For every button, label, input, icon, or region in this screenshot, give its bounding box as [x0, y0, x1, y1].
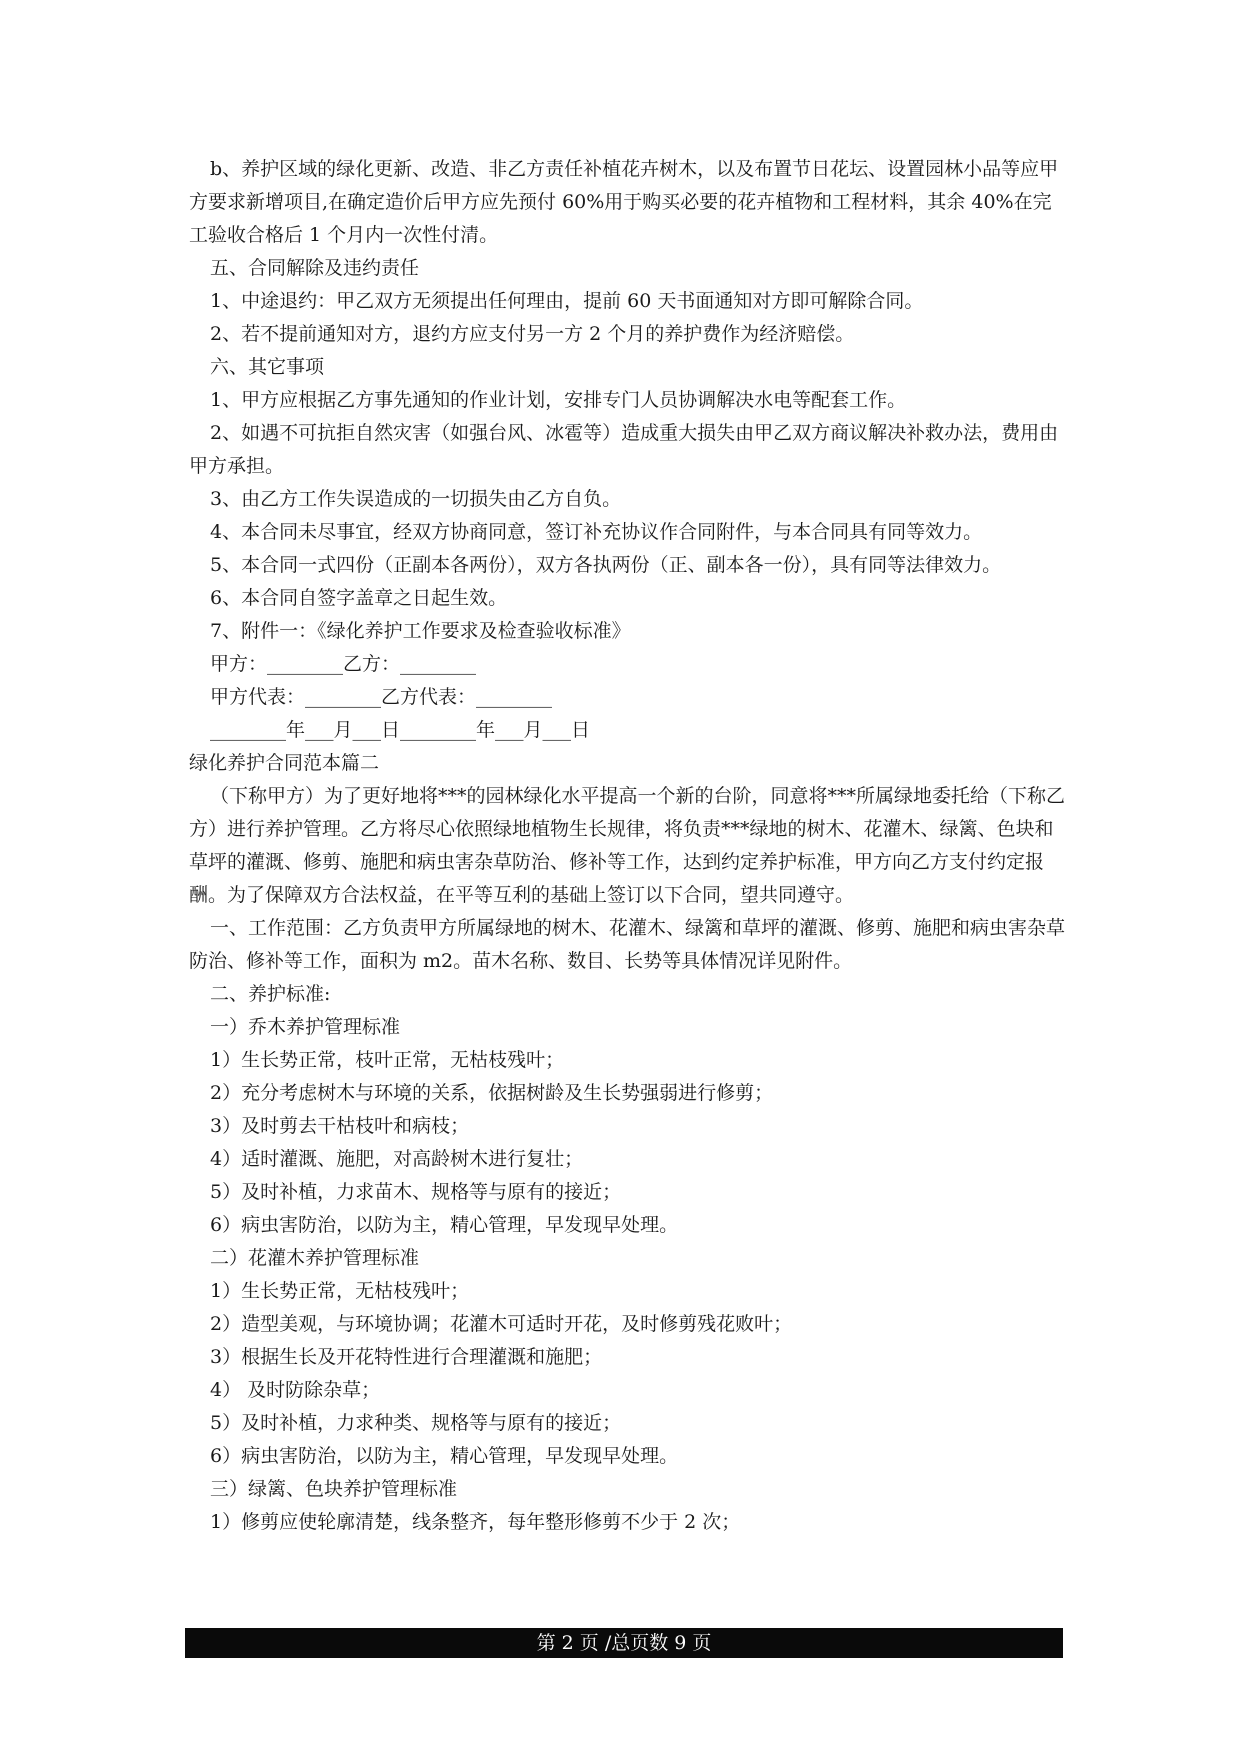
paragraph-line: b、养护区域的绿化更新、改造、非乙方责任补植花卉树木，以及布置节日花坛、设置园林小品等应甲方要求新增项目,在确定造价后甲方应先预付 60%用于购买必要的花卉植物和工程材料，其余 40%在完工验收合格后 1 个月内一次性付清。: [189, 158, 1059, 246]
list-item: 6）病虫害防治，以防为主，精心管理，早发现早处理。: [210, 1445, 679, 1467]
list-item: 4） 及时防除杂草；: [210, 1379, 381, 1401]
paragraph-line: （下称甲方）为了更好地将***的园林绿化水平提高一个新的台阶，同意将***所属绿地委托给（下称乙方）进行养护管理。乙方将尽心依照绿地植物生长规律，将负责***绿地的树木、花灌木、绿篱、色块和草坪的灌溉、修剪、施肥和病虫害杂草防治、修补等工作，达到约定养护标准，甲方向乙方支付约定报酬。为了保障双方合法权益，在平等互利的基础上签订以下合同，望共同遵守。: [189, 785, 1066, 906]
paragraph-line: 1、中途退约：甲乙双方无须提出任何理由，提前 60 天书面通知对方即可解除合同。: [210, 290, 924, 312]
list-item: 2）造型美观，与环境协调；花灌木可适时开花，及时修剪残花败叶；: [210, 1313, 793, 1335]
section-heading: 六、其它事项: [210, 356, 325, 378]
list-item: 6）病虫害防治，以防为主，精心管理，早发现早处理。: [210, 1214, 679, 1236]
paragraph-line: 1、甲方应根据乙方事先通知的作业计划，安排专门人员协调解决水电等配套工作。: [210, 389, 907, 411]
paragraph-line: 2、若不提前通知对方，退约方应支付另一方 2 个月的养护费作为经济赔偿。: [210, 323, 855, 345]
list-item: 3）及时剪去干枯枝叶和病枝；: [210, 1115, 470, 1137]
list-item: 1）修剪应使轮廓清楚，线条整齐，每年整形修剪不少于 2 次；: [210, 1511, 741, 1533]
page-number-label: 第 2 页 /总页数 9 页: [536, 1632, 712, 1654]
list-item: 1）生长势正常，枝叶正常，无枯枝残叶；: [210, 1049, 565, 1071]
paragraph-line: 6、本合同自签字盖章之日起生效。: [210, 587, 508, 609]
list-item: 1）生长势正常，无枯枝残叶；: [210, 1280, 470, 1302]
subsection-heading: 三）绿篱、色块养护管理标准: [210, 1478, 458, 1500]
list-item: 5）及时补植，力求种类、规格等与原有的接近；: [210, 1412, 622, 1434]
list-item: 4）适时灌溉、施肥，对高龄树木进行复壮；: [210, 1148, 584, 1170]
paragraph-line: 5、本合同一式四份（正副本各两份），双方各执两份（正、副本各一份），具有同等法律效力。: [210, 554, 1002, 576]
signature-date-line: ________年___月___日________年___月___日: [210, 719, 591, 741]
signature-representative-line: 甲方代表：________乙方代表：________: [210, 686, 553, 708]
list-item: 5）及时补植，力求苗木、规格等与原有的接近；: [210, 1181, 622, 1203]
subsection-heading: 一）乔木养护管理标准: [210, 1016, 401, 1038]
paragraph-line: 3、由乙方工作失误造成的一切损失由乙方自负。: [210, 488, 622, 510]
subsection-heading: 二）花灌木养护管理标准: [210, 1247, 420, 1269]
paragraph-line: 一、工作范围：乙方负责甲方所属绿地的树木、花灌木、绿篱和草坪的灌溉、修剪、施肥和病虫害杂草防治、修补等工作，面积为 m2。苗木名称、数目、长势等具体情况详见附件。: [189, 917, 1066, 972]
list-item: 2）充分考虑树木与环境的关系，依据树龄及生长势强弱进行修剪；: [210, 1082, 774, 1104]
list-item: 3）根据生长及开花特性进行合理灌溉和施肥；: [210, 1346, 603, 1368]
document-title: 绿化养护合同范本篇二: [189, 752, 380, 774]
document-body: [189, 153, 1069, 1539]
page-footer: [185, 1628, 1063, 1658]
paragraph-line: 4、本合同未尽事宜，经双方协商同意，签订补充协议作合同附件，与本合同具有同等效力。: [210, 521, 983, 543]
signature-party-line: 甲方：________乙方：________: [210, 653, 477, 675]
paragraph-line: 7、附件一：《绿化养护工作要求及检查验收标准》: [210, 620, 631, 642]
paragraph-line: 2、如遇不可抗拒自然灾害（如强台风、冰雹等）造成重大损失由甲乙双方商议解决补救办法，费用由甲方承担。: [189, 422, 1059, 477]
section-heading: 五、合同解除及违约责任: [210, 257, 420, 279]
section-heading: 二、养护标准:: [210, 983, 331, 1005]
